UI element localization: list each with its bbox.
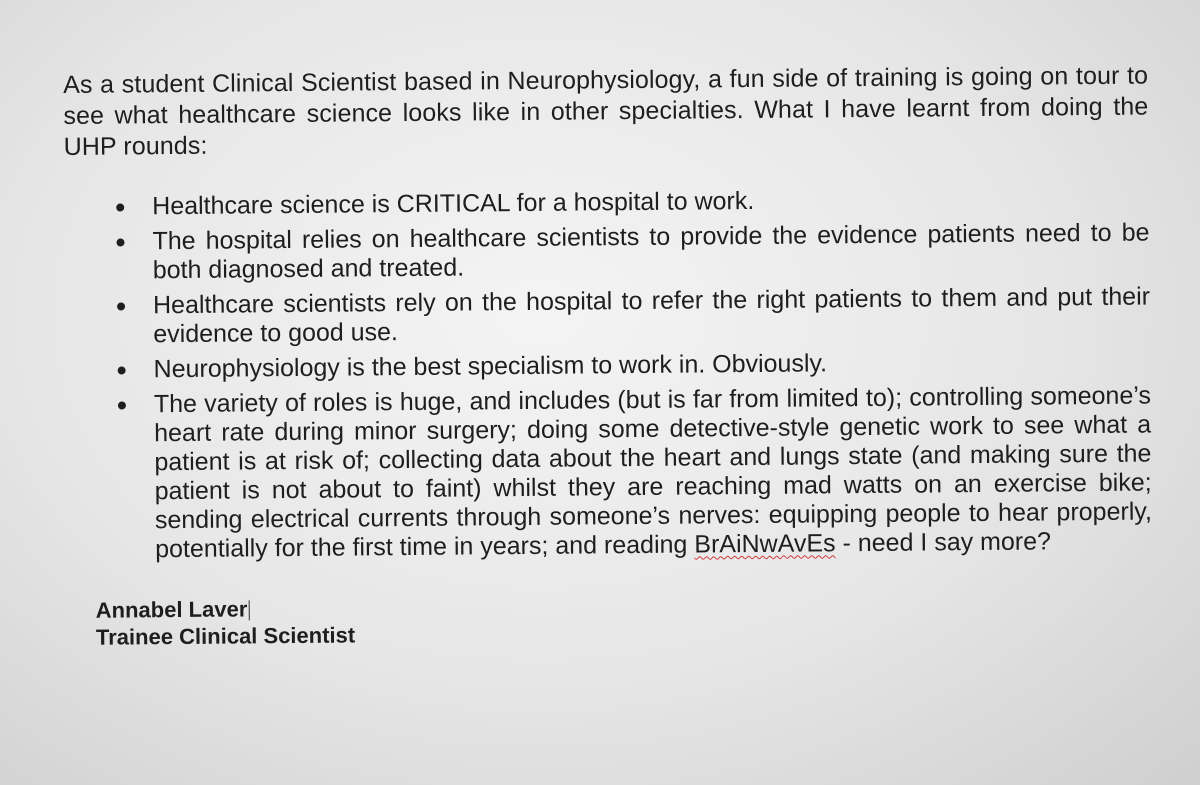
signature-title: Trainee Clinical Scientist — [95, 622, 356, 650]
bullet-icon — [118, 401, 126, 409]
document-body — [63, 61, 1153, 651]
signature-block — [96, 588, 1153, 651]
bullet-icon — [118, 366, 126, 374]
list-item — [66, 382, 1152, 565]
bullet-text: Healthcare scientists rely on the hospital to refer the right patients to them and put their evidence to good use. — [152, 282, 1151, 349]
bullet-icon — [116, 203, 124, 211]
list-item — [64, 184, 1149, 222]
list-item — [64, 219, 1149, 286]
bullet-text-before: The variety of roles is huge, and includes (but is far from limited to); controlling someone’s heart rate during minor surgery; doing some detective-style genetic work to see what a patient is at risk of; collecting data about the heart and lungs state (and making sure the patient is not about to faint) whilst they are reaching mad watts on an exercise bike; sending electrical currents through someone’s nerves: equipping people to hear properly, potentially for the first time in years; and reading — [153, 381, 1153, 564]
bullet-text-after: - need I say more? — [835, 527, 1052, 558]
intro-paragraph: As a student Clinical Scientist based in Neurophysiology, a fun side of training is going on tour to see what healthcare science looks like in other specialties. What I have learnt from doing the UHP rounds: — [63, 61, 1149, 161]
bullet-icon — [116, 238, 124, 246]
list-item — [65, 283, 1150, 350]
text-cursor — [248, 601, 249, 621]
bullet-list — [64, 184, 1152, 565]
signature-name: Annabel Laver — [95, 596, 248, 623]
bullet-text: Healthcare science is CRITICAL for a hospital to work. — [152, 186, 755, 221]
list-item — [65, 347, 1150, 385]
bullet-text: Neurophysiology is the best specialism to work in. Obviously. — [153, 349, 828, 384]
bullet-icon — [117, 302, 125, 310]
bullet-text: The hospital relies on healthcare scientists to provide the evidence patients need to be both diagnosed and treated. — [152, 218, 1150, 285]
misspelled-word[interactable]: BrAiNwAvEs — [694, 529, 836, 559]
